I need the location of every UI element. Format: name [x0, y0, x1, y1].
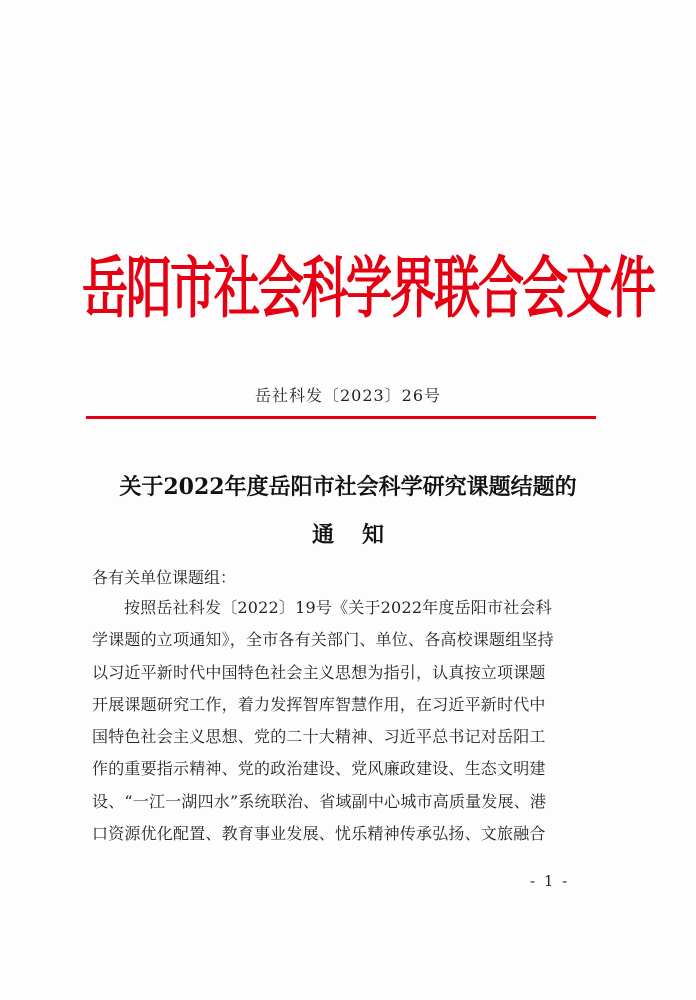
body-line: 按照岳社科发〔2022〕19号《关于2022年度岳阳市社会科: [124, 598, 552, 617]
notice-title-line-1: 关于2022年度岳阳市社会科学研究课题结题的: [119, 474, 577, 500]
body-paragraph: [92, 596, 604, 854]
body-line: 开展课题研究工作，着力发挥智库智慧作用，在习近平新时代中: [92, 694, 546, 714]
salutation: 各有关单位课题组：: [92, 568, 237, 587]
body-line: 学课题的立项通知》，全市各有关部门、单位、各高校课题组坚持: [92, 630, 554, 650]
document-number: 岳社科发〔2023〕26号: [254, 386, 442, 405]
body-line: 作的重要指示精神、党的政治建设、党风廉政建设、生态文明建: [92, 759, 546, 779]
notice-title-line-2: 通知: [311, 522, 412, 548]
body-line: 口资源优化配置、教育事业发展、忧乐精神传承弘扬、文旅融合: [92, 824, 546, 844]
document-header-title: 岳阳市社会科学界联合会文件: [82, 248, 654, 328]
body-line: 国特色社会主义思想、党的二十大精神、习近平总书记对岳阳工: [92, 727, 546, 747]
red-divider-line: [86, 416, 596, 419]
body-line: 以习近平新时代中国特色社会主义思想为指引，认真按立项课题: [92, 662, 546, 682]
body-line: 设、“一江一湖四水”系统联治、省域副中心城市高质量发展、港: [92, 791, 547, 811]
page-number: - 1 -: [530, 872, 570, 890]
